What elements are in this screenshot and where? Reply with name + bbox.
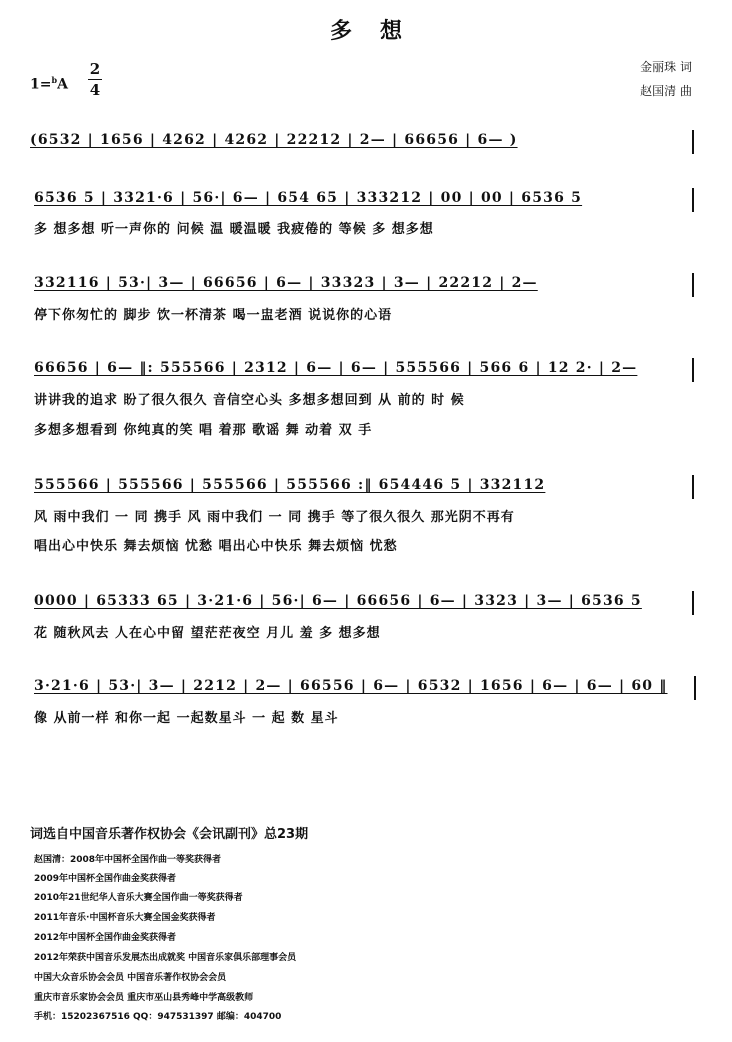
row-end-barline xyxy=(692,591,694,615)
key-note: A xyxy=(57,76,68,93)
time-signature-bottom: 4 xyxy=(89,81,101,99)
final-barline xyxy=(694,676,696,700)
key-label: 1= xyxy=(30,76,52,93)
bio-line-7: 重庆市音乐家协会会员 重庆市巫山县秀峰中学高级教师 xyxy=(34,993,254,1003)
bio-line-0: 赵国清：2008年中国杯全国作曲一等奖获得者 xyxy=(34,855,222,865)
lyric-row-4-0: 风 雨中我们 一 同 携手 风 雨中我们 一 同 携手 等了很久很久 那光阴不再有 xyxy=(34,510,515,525)
lyric-row-6-0: 像 从前一样 和你一起 一起数星斗 一 起 数 星斗 xyxy=(34,711,339,726)
time-signature-top: 2 xyxy=(89,60,101,78)
notation-row-0: (6532 | 1656 | 4262 | 4262 | 22212 | 2— | 66656 | 6— ) xyxy=(30,132,518,148)
row-end-barline xyxy=(692,188,694,212)
lyric-row-2-0: 停下你匆忙的 脚步 饮一杯清茶 喝一盅老酒 说说你的心语 xyxy=(34,308,393,323)
notation-row-1: 6536 5 | 3321·6 | 56·| 6— | 654 65 | 333212 | 00 | 00 | 6536 5 xyxy=(34,190,583,206)
bio-line-2: 2010年21世纪华人音乐大赛全国作曲一等奖获得者 xyxy=(34,893,243,903)
row-end-barline xyxy=(692,130,694,154)
time-signature xyxy=(88,60,102,99)
lyric-row-5-0: 花 随秋风去 人在心中留 望茫茫夜空 月儿 羞 多 想多想 xyxy=(34,626,381,641)
notation-row-6: 3·21·6 | 53·| 3— | 2212 | 2— | 66556 | 6— | 6532 | 1656 | 6— | 6— | 60 ‖ xyxy=(34,678,668,694)
row-end-barline xyxy=(692,358,694,382)
source-note: 词选自中国音乐著作权协会《会讯副刊》总23期 xyxy=(30,827,309,842)
notation-row-3: 66656 | 6— ‖: 555566 | 2312 | 6— | 6— | 555566 | 566 6 | 12 2· | 2— xyxy=(34,360,638,376)
row-end-barline xyxy=(692,273,694,297)
bio-line-6: 中国大众音乐协会会员 中国音乐著作权协会会员 xyxy=(34,973,227,983)
bio-line-5: 2012年荣获中国音乐发展杰出成就奖 中国音乐家俱乐部理事会员 xyxy=(34,953,297,963)
key-flat: b xyxy=(51,75,58,85)
lyricist-credit: 金丽珠 词 xyxy=(640,60,692,74)
notation-row-4: 555566 | 555566 | 555566 | 555566 :‖ 654446 5 | 332112 xyxy=(34,477,546,493)
bio-line-8: 手机：15202367516 QQ：947531397 邮编：404700 xyxy=(34,1012,282,1022)
composer-credit: 赵国清 曲 xyxy=(640,84,692,98)
notation-row-5: 0000 | 65333 65 | 3·21·6 | 56·| 6— | 66656 | 6— | 3323 | 3— | 6536 5 xyxy=(34,593,642,609)
lyric-row-4-1: 唱出心中快乐 舞去烦恼 忧愁 唱出心中快乐 舞去烦恼 忧愁 xyxy=(34,539,398,554)
song-title: 多想 xyxy=(329,18,430,44)
bio-line-4: 2012年中国杯全国作曲金奖获得者 xyxy=(34,933,177,943)
notation-row-2: 332116 | 53·| 3— | 66656 | 6— | 33323 | 3— | 22212 | 2— xyxy=(34,275,538,291)
bio-line-3: 2011年音乐·中国杯音乐大赛全国金奖获得者 xyxy=(34,913,216,923)
bio-line-1: 2009年中国杯全国作曲金奖获得者 xyxy=(34,874,177,884)
row-end-barline xyxy=(692,475,694,499)
lyric-row-1-0: 多 想多想 听一声你的 问候 温 暖温暖 我疲倦的 等候 多 想多想 xyxy=(34,222,434,237)
key-signature xyxy=(30,75,68,93)
lyric-row-3-1: 多想多想看到 你纯真的笑 唱 着那 歌谣 舞 动着 双 手 xyxy=(34,423,373,438)
lyric-row-3-0: 讲讲我的追求 盼了很久很久 音信空心头 多想多想回到 从 前的 时 候 xyxy=(34,393,465,408)
